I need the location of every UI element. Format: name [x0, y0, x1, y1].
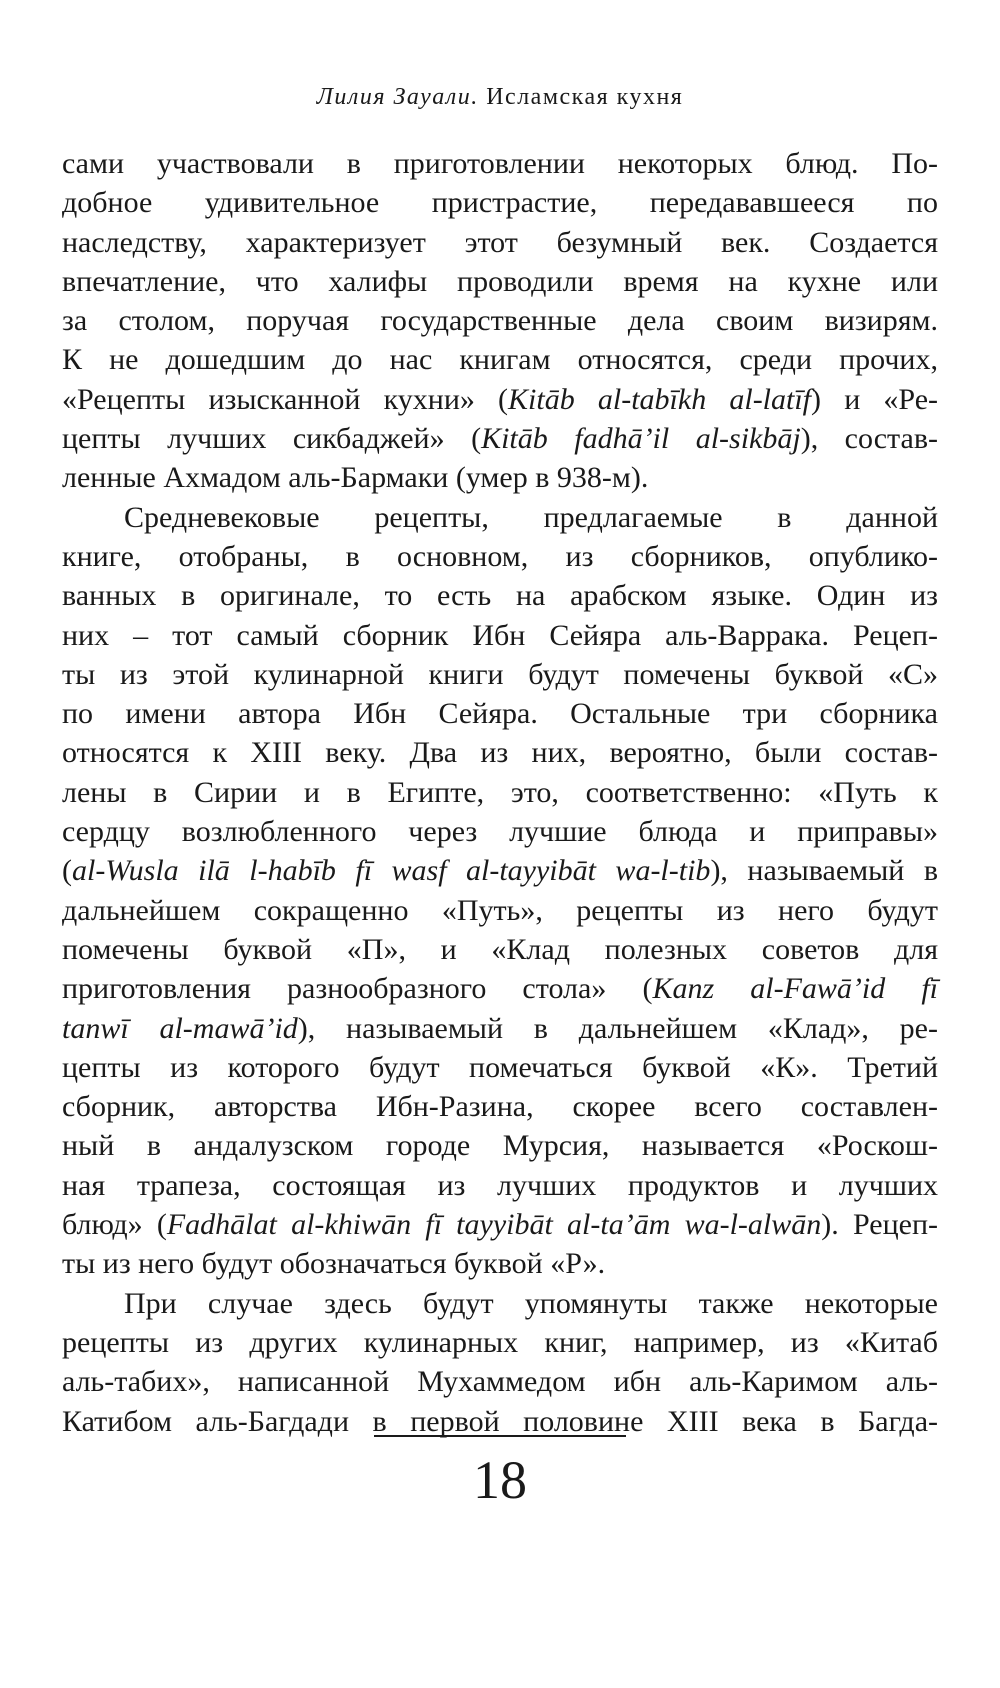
- text-line: аль-табих», написанной Мухаммедом ибн аль-Каримом аль-: [62, 1365, 938, 1399]
- text-line: относятся к XIII веку. Два из них, вероятно, были состав-: [62, 736, 938, 770]
- text-line: «Рецепты изысканной кухни» (Kitāb al-tabīkh al-latīf) и «Ре-: [62, 382, 939, 416]
- italic-title: Kitāb al-tabīkh al-latīf: [508, 382, 812, 416]
- text-line: за столом, поручая государственные дела своим визирям.: [62, 304, 938, 338]
- text-line: добное удивительное пристрастие, передававшееся по: [62, 186, 938, 220]
- text-line: Средневековые рецепты, предлагаемые в данной: [124, 500, 938, 534]
- text-line: рецепты из других кулинарных книг, например, из «Китаб: [62, 1325, 938, 1359]
- text-line: (al-Wusla ilā l-habīb fī wasf al-tayyibāt wa-l-tib), называемый в: [62, 854, 938, 888]
- text-line: ты из него будут обозначаться буквой «Р».: [62, 1247, 606, 1281]
- text-line: сами участвовали в приготовлении некоторых блюд. По-: [62, 147, 938, 180]
- text-line: по имени автора Ибн Сейяра. Остальные три сборника: [62, 697, 938, 731]
- text-line: лены в Сирии и в Египте, это, соответственно: «Путь к: [62, 775, 938, 809]
- body-text: [62, 144, 938, 1441]
- footer-rule: [374, 1435, 626, 1437]
- text-line: наследству, характеризует этот безумный век. Создается: [62, 225, 938, 259]
- text-line: сердцу возлюбленного через лучшие блюда и приправы»: [62, 815, 938, 849]
- italic-title: tanwī al-mawā’id: [62, 1011, 298, 1045]
- text-line: сборник, авторства Ибн-Разина, скорее всего составлен-: [62, 1090, 938, 1124]
- italic-title: Fadhālat al-khiwān fī tayyibāt al-ta’ām wa-l-alwān: [166, 1208, 822, 1242]
- italic-title: al-Wusla ilā l-habīb fī wasf al-tayyibāt wa-l-tib: [72, 854, 711, 888]
- header-author: Лилия Зауали.: [316, 84, 479, 110]
- text-line: цепты из которого будут помечаться буквой «К». Третий: [62, 1050, 938, 1084]
- text-line: ная трапеза, состоящая из лучших продуктов и лучших: [62, 1168, 938, 1202]
- text-line: tanwī al-mawā’id), называемый в дальнейшем «Клад», ре-: [62, 1011, 938, 1045]
- text-line: ты из этой кулинарной книги будут помечены буквой «С»: [62, 657, 938, 691]
- text-line: К не дошедшим до нас книгам относятся, среди прочих,: [62, 343, 938, 377]
- running-header: [0, 84, 1000, 111]
- text-line: книге, отобраны, в основном, из сборников, опублико-: [62, 539, 938, 573]
- text-line: приготовления разнообразного стола» (Kanz al-Fawā’id fī: [62, 972, 939, 1006]
- text-line: Катибом аль-Багдади в первой половине XIII века в Багда-: [62, 1404, 938, 1438]
- text-line: блюд» (Fadhālat al-khiwān fī tayyibāt al-ta’ām wa-l-alwān). Рецеп-: [62, 1208, 938, 1242]
- italic-title: Kanz al-Fawā’id fī: [652, 972, 939, 1006]
- text-line: ленные Ахмадом аль-Бармаки (умер в 938-м).: [62, 461, 649, 495]
- text-line: При случае здесь будут упомянуты также некоторые: [124, 1286, 938, 1320]
- text-line: ванных в оригинале, то есть на арабском языке. Один из: [62, 579, 938, 613]
- text-line: впечатление, что халифы проводили время на кухне или: [62, 264, 938, 298]
- text-line: цепты лучших сикбаджей» (Kitāb fadhā’il al-sikbāj), состав-: [62, 422, 938, 456]
- text-line: помечены буквой «П», и «Клад полезных советов для: [62, 932, 938, 966]
- page-number: 18: [473, 1450, 527, 1510]
- italic-title: Kitāb fadhā’il al-sikbāj: [481, 422, 801, 456]
- text-line: них – тот самый сборник Ибн Сейяра аль-Варрака. Рецеп-: [62, 618, 938, 652]
- text-line: дальнейшем сокращенно «Путь», рецепты из него будут: [62, 893, 938, 927]
- text-line: ный в андалузском городе Мурсия, называется «Роскош-: [62, 1129, 938, 1163]
- header-title: Исламская кухня: [486, 84, 684, 110]
